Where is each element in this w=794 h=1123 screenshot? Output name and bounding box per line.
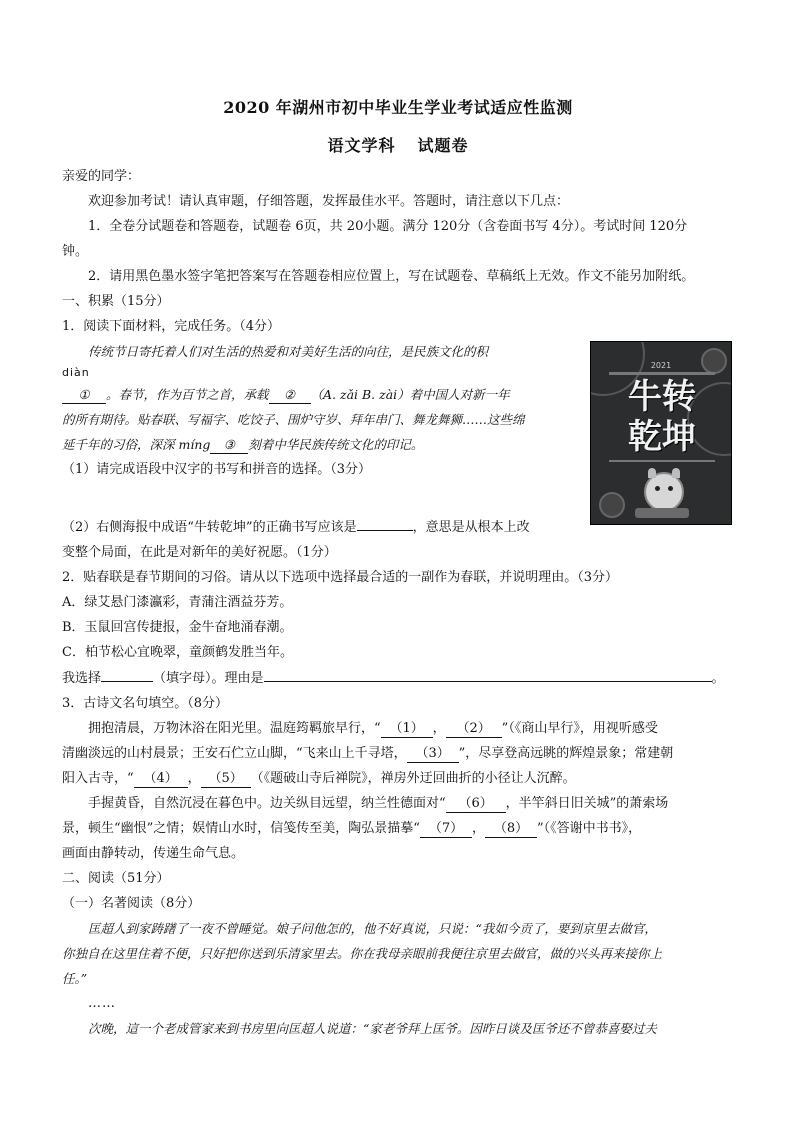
q3-text: ， [432, 721, 446, 736]
ox-mascot-icon [644, 472, 684, 512]
note-2: 2．请用黑色墨水签字笔把答案写在答题卷相应位置上，写在试题卷、草稿纸上无效。作文不能另加附纸。 [88, 269, 695, 284]
greeting: 亲爱的同学： [62, 169, 141, 184]
novel-passage-line-4: 次晚，這一个老成管家来到书房里向匡超人说道：“家老爷拜上匡爷。因昨日谈及匡爷还不曾恭喜娶过夫 [88, 1021, 657, 1036]
welcome-text: 欢迎参加考试！请认真审题，仔细答题，发挥最佳水平。答题时，请注意以下几点： [88, 194, 570, 209]
q2-letter-blank[interactable] [101, 665, 153, 682]
exam-page [62, 96, 734, 1041]
passage-ellipsis: …… [88, 996, 116, 1011]
ox-horn [648, 468, 656, 478]
q2-option-c: C．柏节松心宜晚翠，童颜鹤发胜当年。 [62, 645, 293, 660]
q3-text: 景，顿生“幽恨”之情；娱情山水时，信笺传至美，陶弘景描摹“ [62, 821, 420, 836]
q1-material [62, 339, 734, 514]
q1-blank-1[interactable]: ① [62, 387, 106, 404]
q3-text: 阳入古寺，“ [62, 771, 134, 786]
q3-text: ，半竿斜日旧关城”的萧索场 [505, 796, 669, 811]
q2-answer-text-b: （填字母）。理由是 [153, 671, 264, 686]
poster-title-line-1: 牛转 [628, 377, 696, 417]
q3-blank-8[interactable]: （8） [485, 821, 537, 838]
q3-text: （《题破山寺后禅院》，禅房外迂回曲折的小径让人沉醉。 [250, 771, 576, 786]
q1-passage-line-4 [62, 432, 574, 457]
section-1-heading: 一、积累（15分） [62, 294, 170, 309]
ox-eye [668, 486, 673, 491]
q2-reason-blank[interactable] [264, 665, 712, 682]
q3-text: ”（《商山早行》，用视听感受 [501, 721, 658, 736]
q1-passage-line-1: 传统节日寄托着人们对生活的热爱和对美好生活的向往，是民族文化的积 [88, 344, 489, 359]
q2-stem: 2．贴春联是春节期间的习俗。请从以下选项中选择最合适的一副作为春联，并说明理由。（3分） [62, 570, 619, 585]
section-2-sub-heading: （一）名著阅读（8分） [62, 896, 201, 911]
q1-passage-text-b2: （A. zǎi B. zài）着中国人对新一年 [310, 387, 510, 402]
q3-blank-2[interactable]: （2） [446, 721, 502, 738]
exam-title: 2020 年湖州市初中毕业生学业考试适应性监测 [223, 98, 573, 117]
paper-type-label: 试题卷 [417, 136, 469, 155]
q3-blank-6[interactable]: （6） [446, 796, 506, 813]
poster-stripe [609, 460, 715, 462]
q2-answer-line [62, 665, 734, 691]
q3-text: ”，尽享登高远眺的辉煌景象；常建朝 [458, 746, 674, 761]
novel-passage-line-3: 任。” [62, 971, 88, 986]
exam-subtitle [62, 134, 734, 158]
ox-horn [672, 468, 680, 478]
q3-text: ， [471, 821, 485, 836]
q3-text: 手握黄昏，自然沉浸在暮色中。边关纵目远望，纳兰性德面对“ [88, 796, 446, 811]
q3-line-5 [62, 816, 734, 841]
q1-passage-text-d2: 刻着中华民族传统文化的印记。 [248, 437, 424, 452]
q1-sub-2-continued: 变整个局面，在此是对新年的美好祝愿。（1分） [62, 545, 337, 560]
q2-option-b: B．玉鼠回宫传捷报，金牛奋地涌春潮。 [62, 620, 293, 635]
q1-sub-2-text-a: （2）右侧海报中成语“牛转乾坤”的正确书写应该是 [62, 520, 357, 535]
q3-blank-1[interactable]: （1） [381, 721, 433, 738]
poster-stripe [609, 372, 715, 375]
q1-passage-line-2 [62, 382, 574, 407]
subject-label: 语文学科 [327, 136, 396, 155]
novel-passage-line-2: 你独自在这里住着不便，只好把你送到乐清家里去。你在我母亲眼前我便往京里去做官，做的兴头再来接你上 [62, 946, 663, 961]
q2-answer-text-a: 我选择 [62, 671, 102, 686]
note-1-continued: 钟。 [62, 244, 89, 259]
q3-blank-3[interactable]: （3） [407, 746, 459, 763]
q1-pinyin-line [62, 364, 574, 382]
q1-blank-2[interactable]: ② [269, 387, 311, 404]
q3-blank-7[interactable]: （7） [420, 821, 472, 838]
q3-stem: 3．古诗文名句填空。（8分） [62, 696, 229, 711]
note-1: 1．全卷分试题卷和答题卷，试题卷 6页，共 20小题。满分 120分（含卷面书写 4分）。考试时间 120分 [88, 219, 688, 234]
q3-blank-5[interactable]: （5） [201, 771, 251, 788]
q3-text: ， [187, 771, 201, 786]
poster-flower-icon [599, 492, 625, 518]
poster-year: 2021 [650, 361, 672, 370]
q2-answer-text-c: 。 [711, 671, 725, 686]
ox-eye [655, 486, 660, 491]
q1-stem: 1．阅读下面材料，完成任务。（4分） [62, 319, 281, 334]
q3-blank-4[interactable]: （4） [134, 771, 188, 788]
q1-passage-text-b1: 。春节，作为百节之首，承载 [106, 387, 269, 402]
q1-passage-text-d1: 延千年的习俗，深深 míng [62, 437, 211, 452]
q3-line-2 [62, 741, 734, 766]
q1-sub-2-answer-blank[interactable] [357, 514, 413, 531]
q3-text: 清幽淡远的山村晨景；王安石伫立山脚，“飞来山上千寻塔， [62, 746, 407, 761]
q1-passage-line-3: 的所有期待。贴春联、写福字、吃饺子、围炉守岁、拜年串门、舞龙舞狮……这些绵 [62, 412, 525, 427]
q1-blank-3[interactable]: ③ [210, 437, 248, 454]
q3-line-1 [62, 716, 734, 741]
q2-option-a: A．绿艾悬门漆瀛彩，青蒲注酒益芬芳。 [62, 595, 293, 610]
poster-title-line-2: 乾坤 [628, 417, 696, 457]
q3-line-3 [62, 766, 734, 791]
poster-base [635, 508, 689, 518]
q1-sub-2-text-b: ，意思是从根本上改 [412, 520, 530, 535]
q3-text: 拥抱清晨，万物沐浴在阳光里。温庭筠羁旅早行，“ [88, 721, 381, 736]
q3-line-6: 画面由静转动，传递生命气息。 [62, 846, 245, 861]
section-2-heading: 二、阅读（51分） [62, 871, 170, 886]
new-year-poster-image [590, 341, 732, 525]
q1-pinyin-dian: diàn [62, 366, 90, 379]
q3-text: ”（《答谢中书书》， [536, 821, 642, 836]
q1-sub-1: （1）请完成语段中汉字的书写和拼音的选择。（3分） [62, 462, 372, 477]
novel-passage-line-1: 匡超人到家踌躇了一夜不曾睡觉。娘子问他怎的，他不好真说，只说：“我如今贡了，要到京里去做官， [88, 921, 657, 936]
q3-line-4 [62, 791, 734, 816]
